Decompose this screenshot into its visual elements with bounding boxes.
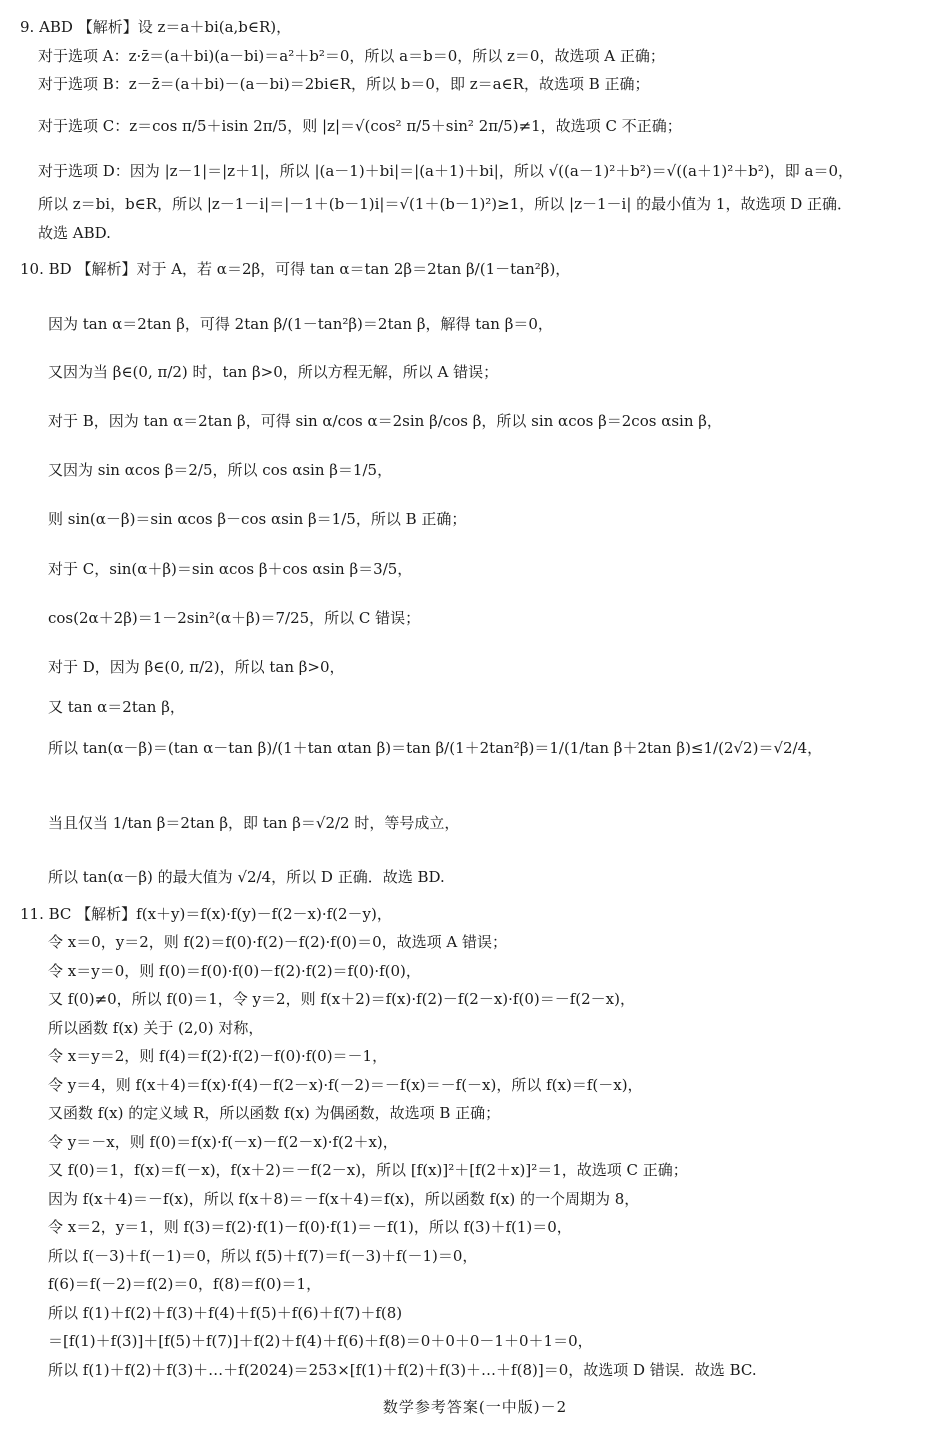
- solution-line: 令 x＝2，y＝1，则 f(3)＝f(2)·f(1)－f(0)·f(1)＝－f(1)，所以 f(3)＋f(1)＝0，: [48, 1218, 572, 1236]
- solution-line: 令 y＝－x，则 f(0)＝f(x)·f(－x)－f(2－x)·f(2＋x)，: [48, 1133, 398, 1151]
- solution-line: 所以 f(1)＋f(2)＋f(3)＋…＋f(2024)＝253×[f(1)＋f(2)＋f(3)＋…＋f(8)]＝0，故选项 D 错误．故选 BC.: [48, 1361, 757, 1379]
- solution-line: 又 f(0)＝1，f(x)＝f(－x)，f(x＋2)＝－f(2－x)，所以 [f(x)]²＋[f(2＋x)]²＝1，故选项 C 正确；: [48, 1161, 688, 1179]
- solution-line: 令 y＝4，则 f(x＋4)＝f(x)·f(4)－f(2－x)·f(－2)＝－f(x)＝－f(－x)，所以 f(x)＝f(－x)，: [48, 1076, 643, 1094]
- solution-line: 令 x＝0，y＝2，则 f(2)＝f(0)·f(2)－f(2)·f(0)＝0，故选项 A 错误；: [48, 933, 508, 951]
- solution-line: ＝[f(1)＋f(3)]＋[f(5)＋f(7)]＋f(2)＋f(4)＋f(6)＋f(8)＝0＋0＋0－1＋0＋1＝0，: [48, 1332, 593, 1350]
- solution-line: 令 x＝y＝0，则 f(0)＝f(0)·f(0)－f(2)·f(2)＝f(0)·f(0)，: [48, 962, 421, 980]
- solution-line: 则 sin(α－β)＝sin αcos β－cos αsin β＝1/5，所以 B 正确；: [48, 510, 467, 528]
- solution-line: 所以 f(1)＋f(2)＋f(3)＋f(4)＋f(5)＋f(6)＋f(7)＋f(8): [48, 1304, 403, 1322]
- solution-line: 对于 B，因为 tan α＝2tan β，可得 sin α/cos α＝2sin β/cos β，所以 sin αcos β＝2cos αsin β，: [48, 412, 722, 430]
- solution-line: 所以 tan(α－β)＝(tan α－tan β)/(1＋tan αtan β)＝tan β/(1＋2tan²β)＝1/(1/tan β＋2tan β)≤1/(2√2)＝√2/4，: [48, 739, 823, 757]
- solution-line: 故选 ABD.: [38, 224, 111, 242]
- solution-line: 对于选项 D：因为 |z－1|＝|z＋1|，所以 |(a－1)＋bi|＝|(a＋1)＋bi|，所以 √((a－1)²＋b²)＝√((a＋1)²＋b²)，即 a＝0，: [38, 162, 854, 180]
- solution-line: f(6)＝f(－2)＝f(2)＝0，f(8)＝f(0)＝1，: [48, 1275, 322, 1293]
- solution-line: 又因为当 β∈(0, π/2) 时，tan β>0，所以方程无解，所以 A 错误；: [48, 363, 499, 381]
- solution-line: 对于 C，sin(α＋β)＝sin αcos β＋cos αsin β＝3/5，: [48, 560, 413, 578]
- solution-line: 对于选项 C：z＝cos π/5＋isin 2π/5，则 |z|＝√(cos² π/5＋sin² 2π/5)≠1，故选项 C 不正确；: [38, 117, 682, 135]
- solution-line: 又因为 sin αcos β＝2/5，所以 cos αsin β＝1/5，: [48, 461, 393, 479]
- solution-line: 9. ABD 【解析】设 z＝a＋bi(a,b∈R)，: [20, 18, 292, 36]
- solution-line: 又 f(0)≠0，所以 f(0)＝1，令 y＝2，则 f(x＋2)＝f(x)·f(2)－f(2－x)·f(0)＝－f(2－x)，: [48, 990, 635, 1008]
- solution-line: cos(2α＋2β)＝1－2sin²(α＋β)＝7/25，所以 C 错误；: [48, 609, 421, 627]
- solution-line: 因为 f(x＋4)＝－f(x)，所以 f(x＋8)＝－f(x＋4)＝f(x)，所以函数 f(x) 的一个周期为 8，: [48, 1190, 640, 1208]
- solution-line: 11. BC 【解析】f(x＋y)＝f(x)·f(y)－f(2－x)·f(2－y)，: [20, 905, 392, 923]
- solution-line: 当且仅当 1/tan β＝2tan β，即 tan β＝√2/2 时，等号成立，: [48, 814, 460, 832]
- solution-line: 所以 tan(α－β) 的最大值为 √2/4，所以 D 正确．故选 BD.: [48, 868, 445, 886]
- solution-line: 又 tan α＝2tan β，: [48, 698, 185, 716]
- solution-line: 对于选项 B：z－z̄＝(a＋bi)－(a－bi)＝2bi∈R，所以 b＝0，即 z＝a∈R，故选项 B 正确；: [38, 75, 650, 93]
- page-footer: 数学参考答案(一中版)－2: [382, 1398, 568, 1416]
- solution-line: 对于选项 A：z·z̄＝(a＋bi)(a－bi)＝a²＋b²＝0，所以 a＝b＝0，所以 z＝0，故选项 A 正确；: [38, 47, 665, 65]
- solution-line: 因为 tan α＝2tan β，可得 2tan β/(1－tan²β)＝2tan β，解得 tan β＝0，: [48, 315, 553, 333]
- solution-line: 所以 z＝bi，b∈R，所以 |z－1－i|＝|－1＋(b－1)i|＝√(1＋(b－1)²)≥1，所以 |z－1－i| 的最小值为 1，故选项 D 正确．: [38, 195, 853, 213]
- solution-line: 10. BD 【解析】对于 A，若 α＝2β，可得 tan α＝tan 2β＝2tan β/(1－tan²β)，: [20, 260, 571, 278]
- solution-line: 所以 f(－3)＋f(－1)＝0，所以 f(5)＋f(7)＝f(－3)＋f(－1)＝0，: [48, 1247, 478, 1265]
- solution-line: 令 x＝y＝2，则 f(4)＝f(2)·f(2)－f(0)·f(0)＝－1，: [48, 1047, 388, 1065]
- solution-line: 对于 D，因为 β∈(0, π/2)，所以 tan β>0，: [48, 658, 345, 676]
- solution-line: 又函数 f(x) 的定义域 R，所以函数 f(x) 为偶函数，故选项 B 正确；: [48, 1104, 501, 1122]
- solution-line: 所以函数 f(x) 关于 (2,0) 对称，: [48, 1019, 264, 1037]
